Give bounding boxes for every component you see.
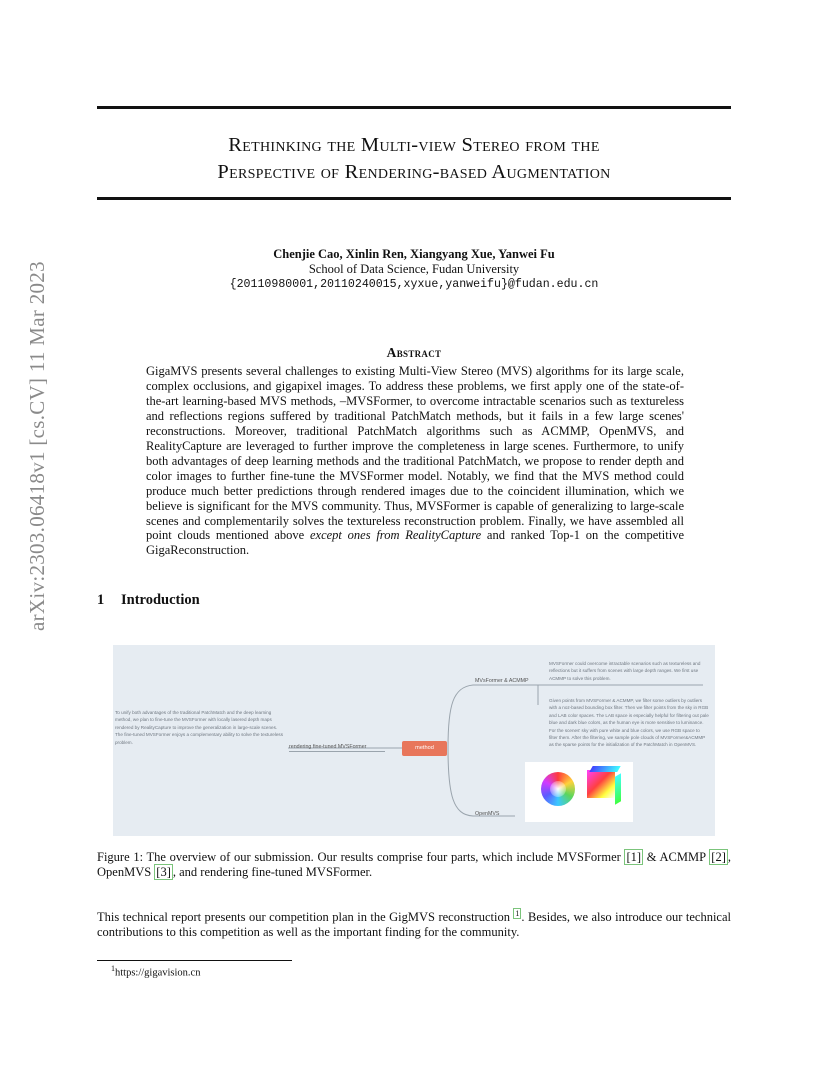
- top-note: MVSFormer could overcome intractable scenarios such as textureless and reflections but it suffers from scenes with large depth ranges. We first use ACMMP to solve this problem.: [549, 661, 701, 681]
- paper-title: [97, 132, 731, 186]
- intro-paragraph: [97, 906, 731, 940]
- citation-link[interactable]: [3]: [156, 865, 171, 879]
- paragraph-text: . Besides, we also introduce our technical contributions to this competition as well as the important finding for the community.: [97, 910, 731, 940]
- rgb-cube-side-icon: [615, 773, 621, 804]
- abstract-italic: except ones from RealityCapture: [309, 528, 482, 543]
- footnote-mark: 1: [111, 964, 115, 973]
- section-title: Introduction: [121, 592, 200, 608]
- sphere-highlight-icon: [550, 781, 566, 797]
- footnote-rule: [97, 960, 292, 961]
- method-node: method: [402, 741, 447, 756]
- bottom-node: OpenMVS: [475, 811, 500, 817]
- citation-link[interactable]: [2]: [711, 850, 726, 864]
- author-names: Chenjie Cao, Xinlin Ren, Xiangyang Xue, Yanwei Fu: [273, 247, 555, 261]
- middle-note: Given points from MVSFormer & ACMMP, we filter some outliers by outliers with a noz-based bounding box filter. Then we filter points from the sky in RGB and LAB color spaces. The LAB space is especially helpful for filtering out pale blue and dark blue colors, as the human eye is more sensitive to luminance. For the scenes' sky with pure white and blue colors, we use RGB space to filter them. After the filtering, we sample pole clouds of MVSFormer&ACMMP as the sparse points for the initialization of the PatchMatch in OpenMVS.: [549, 698, 709, 748]
- figure-caption: [97, 850, 731, 880]
- left-node: rendering fine-tuned MVSFormer: [289, 744, 385, 752]
- left-note: To unify both advantages of the traditional PatchMatch and the deep learning method, we plan to fine-tune the MVSFormer with locally lasered depth maps rendered by RealityCapture to improve the generalization in large-scale scenes. The fine-tuned MVSFormer enjoys a complementary ability to solve the textureless problem.: [115, 710, 284, 745]
- footnote-url[interactable]: https://gigavision.cn: [115, 967, 201, 979]
- section-heading: [97, 592, 200, 609]
- title-bottom-rule: [97, 197, 731, 200]
- affiliation: School of Data Science, Fudan University: [308, 262, 520, 276]
- title-line-1: Rethinking the Multi-view Stereo from the: [228, 134, 600, 156]
- caption-text: , and rendering fine-tuned MVSFormer.: [172, 865, 373, 879]
- rgb-cube-front-icon: [587, 770, 615, 798]
- abstract-text: [146, 364, 684, 558]
- color-space-image: [525, 762, 633, 822]
- section-number: 1: [97, 592, 105, 608]
- figure-1: [113, 645, 715, 836]
- author-emails: {20110980001,20110240015,xyxue,yanweifu}@fudan.edu.cn: [229, 278, 599, 291]
- footnote: [111, 964, 200, 979]
- citation-link[interactable]: [1]: [626, 850, 642, 864]
- arxiv-stamp: arXiv:2303.06418v1 [cs.CV] 11 Mar 2023: [25, 261, 49, 631]
- paragraph-text: This technical report presents our competition plan in the GigMVS reconstruction: [97, 910, 514, 925]
- abstract-body-end: and ranked Top-1 on the competitive GigaReconstruction.: [146, 528, 684, 558]
- title-line-2: Perspective of Rendering-based Augmentation: [217, 161, 611, 183]
- abstract-heading: Abstract: [386, 345, 442, 360]
- footnote-link[interactable]: 1: [515, 909, 520, 918]
- caption-text: The overview of our submission. Our results comprise four parts, which include MVSFormer: [146, 850, 625, 864]
- rgb-cube-top-icon: [589, 766, 620, 772]
- title-top-rule: [97, 106, 731, 109]
- caption-label: Figure 1:: [97, 850, 144, 864]
- lab-sphere-icon: [541, 772, 575, 806]
- abstract-body: GigaMVS presents several challenges to existing Multi-View Stereo (MVS) algorithms for its large scale, complex occlusions, and gigapixel images. To address these problems, we first apply one of the state-of-the-art learning-based MVS methods, –MVSFormer, to overcome intractable scenarios such as textureless and reflections regions suffered by traditional PatchMatch methods, but it fails in a few large scenes' reconstructions. Moreover, traditional PatchMatch algorithms such as ACMMP, OpenMVS, and RealityCapture are leveraged to further improve the completeness in large scenes. Furthermore, to unify both advantages of deep learning methods and the traditional PatchMatch, we propose to render depth and color images to further fine-tune the MVSFormer model. Notably, we find that the MVS method could produce much better predictions through rendered images due to the coincident illumination, which we believe is significant for the MVS community. Thus, MVSFormer is capable of generalizing to large-scale scenes and complementarily solves the textureless reconstruction problem. Finally, we have assembled all point clouds mentioned above: [146, 364, 684, 543]
- top-node: MVsFormer & ACMMP: [475, 678, 529, 684]
- author-block: [97, 247, 731, 292]
- caption-text: & ACMMP: [643, 850, 710, 864]
- caption-text: , OpenMVS: [97, 850, 731, 879]
